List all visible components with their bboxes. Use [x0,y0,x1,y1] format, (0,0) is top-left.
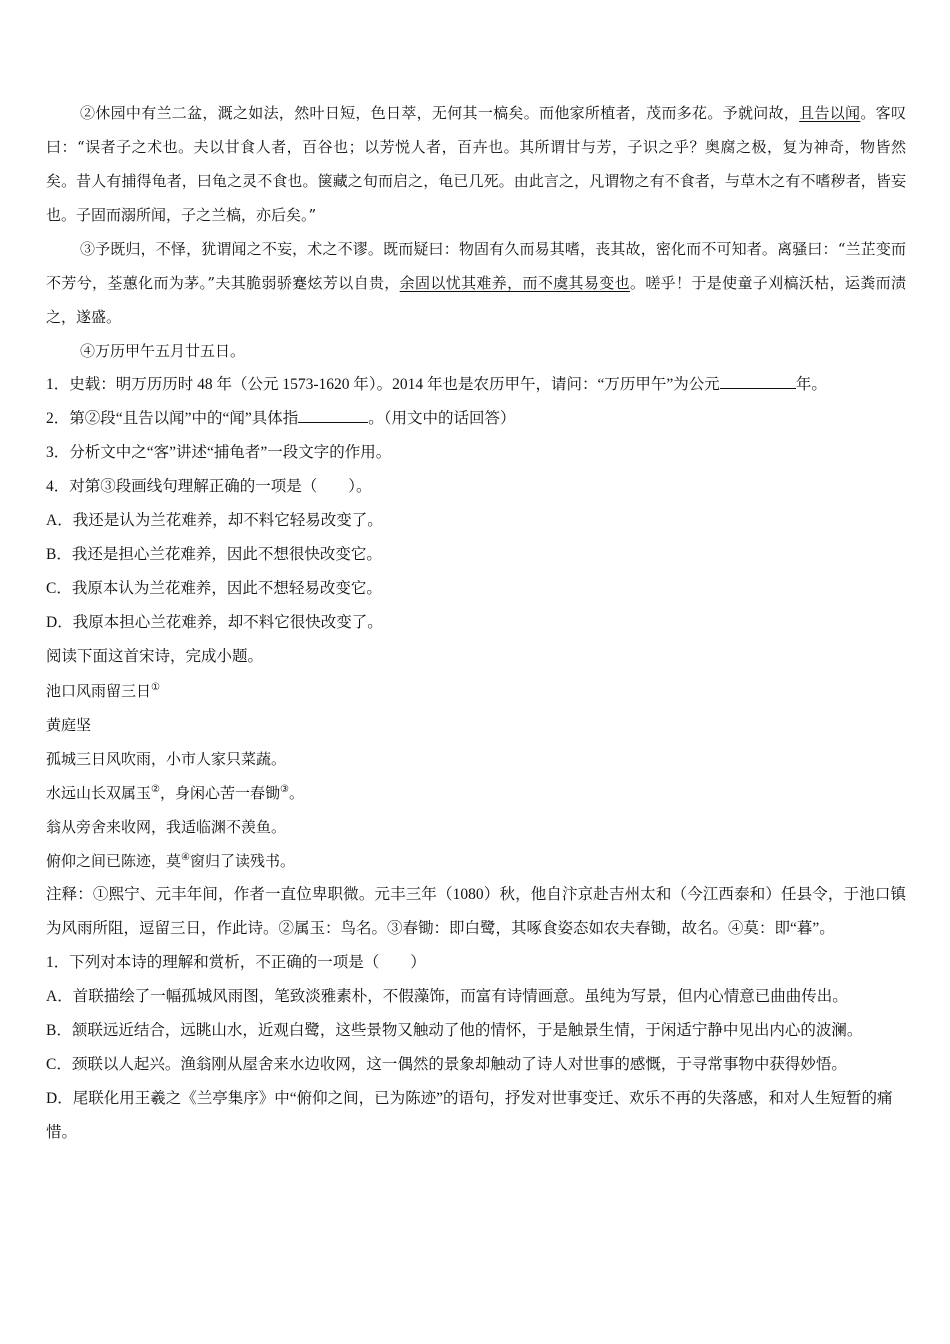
question-a2 [46,402,906,436]
poem-title-footnote: ① [151,682,160,693]
poem-line-4-a: 俯仰之间已陈迹，莫 [46,852,182,870]
poem-line-1: 孤城三日风吹雨，小市人家只菜蔬。 [46,750,287,768]
answer-blank-wen[interactable] [298,404,368,423]
poem-title [46,674,906,708]
question-a3: 3．分析文中之“客”讲述“捕龟者”一段文字的作用。 [46,444,392,461]
footnote-mark-2: ② [151,784,160,795]
poem-line-3: 翁从旁舍来收网，我适临渊不羡鱼。 [46,818,287,836]
question-a4: 4．对第③段画线句理解正确的一项是（ ）。 [46,478,372,495]
option-a4-d: D．我原本担心兰花难养，却不料它很快改变了。 [46,614,383,631]
poem-author: 黄庭坚 [46,716,92,734]
option-b1-c: C．颈联以人起兴。渔翁刚从屋舍来水边收网，这一偶然的景象却触动了诗人对世事的感慨，于寻常事物中获得妙悟。 [46,1056,847,1073]
poem-line-2-c: 。 [288,784,304,802]
poem-line-2 [46,776,906,810]
poem-line-2-a: 水远山长双属玉 [46,784,152,802]
p3-rest: 。嗟乎！于是使童子刈槁沃枯，运粪而渍之，遂盛。 [46,274,906,326]
footnote-mark-3: ③ [280,784,289,795]
question-a2-text: 2．第②段“且告以闻”中的“闻”具体指 [46,410,299,427]
p2-lead: ②休园中有兰二盆，溉之如法，然叶日短，色日萃，无何其一槁矣。而他家所植者，茂而多花。予就问故， [80,104,800,122]
p3-lead: ③予既归，不怿，犹谓闻之不妄，术之不谬。既而疑曰：物固有久而易其嗜，丧其故，密化而不可知者。离骚曰：“兰芷变而不芳兮，荃蕙化而为茅。”夫其脆弱骄蹇炫芳以自贵， [46,240,906,292]
p2-underlined-phrase: 且告以闻 [799,104,861,122]
option-b1-d: D．尾联化用王羲之《兰亭集序》中“俯仰之间，已为陈迹”的语句，抒发对世事变迁、欢乐不再的失落感，和对人生短暂的痛惜。 [46,1090,893,1141]
option-a4-a: A．我还是认为兰花难养，却不料它轻易改变了。 [46,512,383,529]
poem-title-text: 池口风雨留三日 [46,682,152,700]
poem-intro: 阅读下面这首宋诗，完成小题。 [46,648,264,665]
footnote-mark-4: ④ [181,852,190,863]
passage-paragraph-2 [46,96,906,232]
option-a4-b: B．我还是担心兰花难养，因此不想很快改变它。 [46,546,382,563]
question-a1-text: 1．史载：明万历历时 48 年（公元 1573-1620 年）。2014 年也是农历甲午，请问：“万历甲午”为公元 [46,376,720,393]
passage-paragraph-4: ④万历甲午五月廿五日。 [80,342,246,360]
question-a1-tail: 年。 [795,376,827,393]
option-b1-a: A．首联描绘了一幅孤城风雨图，笔致淡雅素朴，不假藻饰，而富有诗情画意。虽纯为写景，但内心情意已曲曲传出。 [46,988,848,1005]
option-a4-c: C．我原本认为兰花难养，因此不想轻易改变它。 [46,580,382,597]
poem-line-4-b: 窗归了读残书。 [189,852,295,870]
p3-underlined-sentence: 余固以忧其难养，而不虞其易变也 [399,274,630,292]
p2-rest: 。客叹曰：“误者子之术也。夫以甘食人者，百谷也；以芳悦人者，百卉也。其所谓甘与芳，子识之乎？奥腐之极，复为神奇，物皆然矣。昔人有捕得龟者，曰龟之灵不食也。箧藏之旬而启之，龟已几死。由此言之，凡谓物之有不食者，与草木之有不嗜秽者，皆妄也。子固而溺所闻，子之兰槁，亦后矣。” [46,104,906,224]
option-b1-b: B．颔联远近结合，远眺山水，近观白鹭，这些景物又触动了他的情怀，于是触景生情，于闲适宁静中见出内心的波澜。 [46,1022,863,1039]
answer-blank-year[interactable] [720,370,796,389]
question-a2-tail: 。（用文中的话回答） [368,410,516,427]
passage-paragraph-3 [46,232,906,334]
exam-page [46,96,906,1150]
poem-notes: 注释：①熙宁、元丰年间，作者一直位卑职微。元丰三年（1080）秋，他自汴京赴吉州太和（今江西泰和）任县令，于池口镇为风雨所阻，逗留三日，作此诗。②属玉：鸟名。③春锄：即白鹭，其啄食姿态如农夫春锄，故名。④莫：即“暮”。 [46,886,906,937]
poem-line-4 [46,844,906,878]
poem-line-2-b: ，身闲心苦一春锄 [159,784,280,802]
question-b1: 1．下列对本诗的理解和赏析，不正确的一项是（ ） [46,954,426,971]
question-a1 [46,368,906,402]
